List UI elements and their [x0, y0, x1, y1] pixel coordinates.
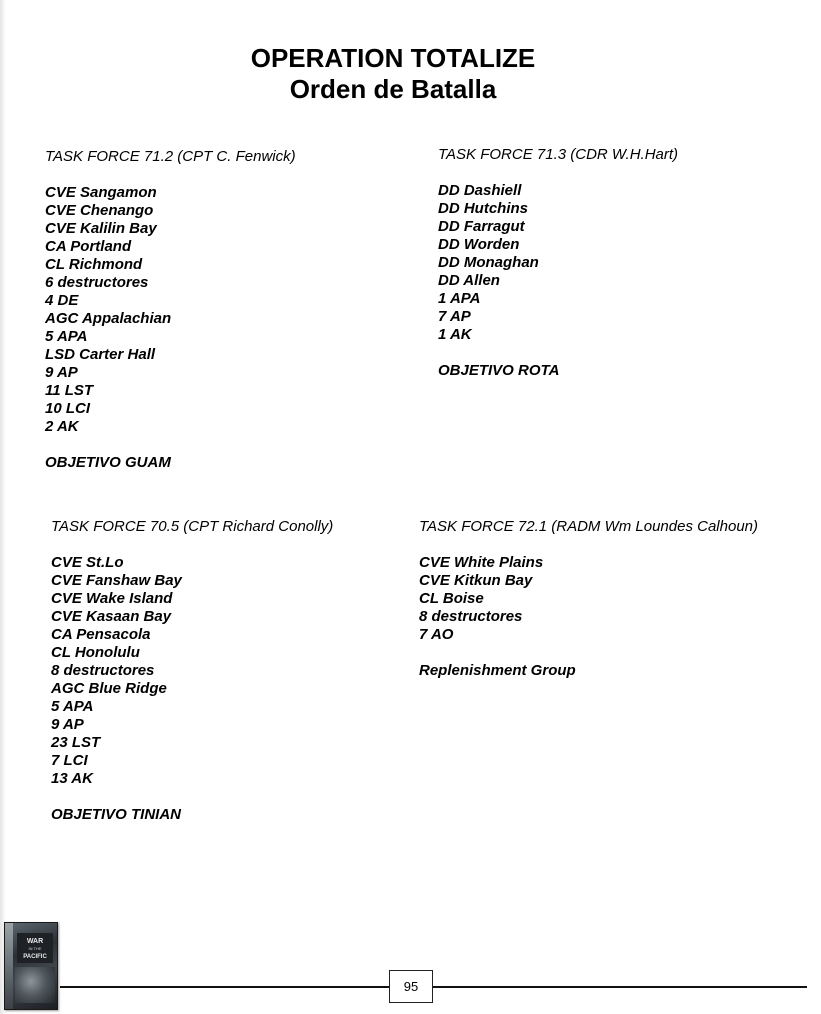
footer-rule-left — [60, 986, 389, 988]
ship-entry: CVE White Plains — [419, 554, 544, 571]
ship-entry: 8 destructores — [51, 662, 155, 679]
page-number: 95 — [389, 970, 433, 1003]
ship-entry: CVE Kalilin Bay — [45, 220, 157, 237]
ship-entry: 7 AO — [419, 626, 454, 643]
ship-entry: 4 DE — [45, 292, 79, 309]
ship-entry: DD Monaghan — [438, 254, 539, 271]
ship-entry: DD Worden — [438, 236, 520, 253]
task-force-header: TASK FORCE 71.3 (CDR W.H.Hart) — [438, 146, 679, 163]
ship-entry: 13 AK — [51, 770, 93, 787]
war-in-the-pacific-logo — [17, 933, 53, 963]
task-force-ship-list — [438, 182, 678, 344]
svg-text:PACIFIC: PACIFIC — [23, 954, 47, 960]
ship-entry: 6 destructores — [45, 274, 149, 291]
ship-entry: CVE St.Lo — [51, 554, 124, 571]
task-force-block — [419, 518, 758, 680]
ship-entry: 9 AP — [45, 364, 78, 381]
ship-entry: 23 LST — [51, 734, 101, 751]
ship-entry: 9 AP — [51, 716, 84, 733]
page-title: OPERATION TOTALIZE — [250, 43, 536, 73]
task-force-objective: Replenishment Group — [419, 662, 576, 679]
ship-entry: LSD Carter Hall — [45, 346, 156, 363]
ship-entry: CVE Kasaan Bay — [51, 608, 172, 625]
ship-entry: CL Honolulu — [51, 644, 140, 661]
ship-entry: CVE Sangamon — [45, 184, 157, 201]
ship-entry: DD Allen — [438, 272, 500, 289]
cover-spine — [5, 923, 13, 1009]
ship-entry: 1 APA — [438, 290, 481, 307]
ship-entry: 5 APA — [51, 698, 94, 715]
ship-entry: CL Richmond — [45, 256, 143, 273]
svg-text:WAR: WAR — [26, 938, 44, 945]
svg-text:IN THE: IN THE — [28, 946, 42, 951]
task-force-header: TASK FORCE 70.5 (CPT Richard Conolly) — [51, 518, 334, 535]
ship-entry: CVE Fanshaw Bay — [51, 572, 182, 589]
ship-entry: CVE Kitkun Bay — [419, 572, 533, 589]
task-force-block — [51, 518, 333, 824]
ship-entry: 5 APA — [45, 328, 88, 345]
task-force-block — [45, 148, 296, 472]
ship-entry: CL Boise — [419, 590, 484, 607]
ship-entry: 7 LCI — [51, 752, 88, 769]
ship-entry: CVE Chenango — [45, 202, 154, 219]
ship-entry: AGC Appalachian — [45, 310, 172, 327]
task-force-ship-list — [45, 184, 296, 436]
page-edge-shadow — [0, 0, 6, 1014]
ship-entry: DD Farragut — [438, 218, 525, 235]
ship-entry: DD Dashiell — [438, 182, 522, 199]
task-force-block — [438, 146, 678, 380]
ship-entry: 10 LCI — [45, 400, 91, 417]
ship-entry: CA Portland — [45, 238, 132, 255]
task-force-header: TASK FORCE 72.1 (RADM Wm Loundes Calhoun) — [419, 518, 759, 535]
ship-entry: AGC Blue Ridge — [51, 680, 167, 697]
cover-artwork — [15, 967, 55, 1003]
ship-entry: 1 AK — [438, 326, 472, 343]
ship-entry: DD Hutchins — [438, 200, 528, 217]
game-cover-thumbnail — [4, 922, 58, 1010]
task-force-header: TASK FORCE 71.2 (CPT C. Fenwick) — [45, 148, 296, 165]
task-force-objective: OBJETIVO ROTA — [438, 362, 560, 379]
ship-entry: CA Pensacola — [51, 626, 151, 643]
footer-rule-right — [433, 986, 807, 988]
ship-entry: 2 AK — [45, 418, 79, 435]
page-subtitle: Orden de Batalla — [289, 74, 497, 104]
task-force-ship-list — [419, 554, 758, 644]
task-force-objective: OBJETIVO GUAM — [45, 454, 171, 471]
ship-entry: 11 LST — [45, 382, 94, 399]
task-force-objective: OBJETIVO TINIAN — [51, 806, 182, 823]
ship-entry: 8 destructores — [419, 608, 523, 625]
task-force-ship-list — [51, 554, 333, 788]
ship-entry: 7 AP — [438, 308, 471, 325]
ship-entry: CVE Wake Island — [51, 590, 173, 607]
